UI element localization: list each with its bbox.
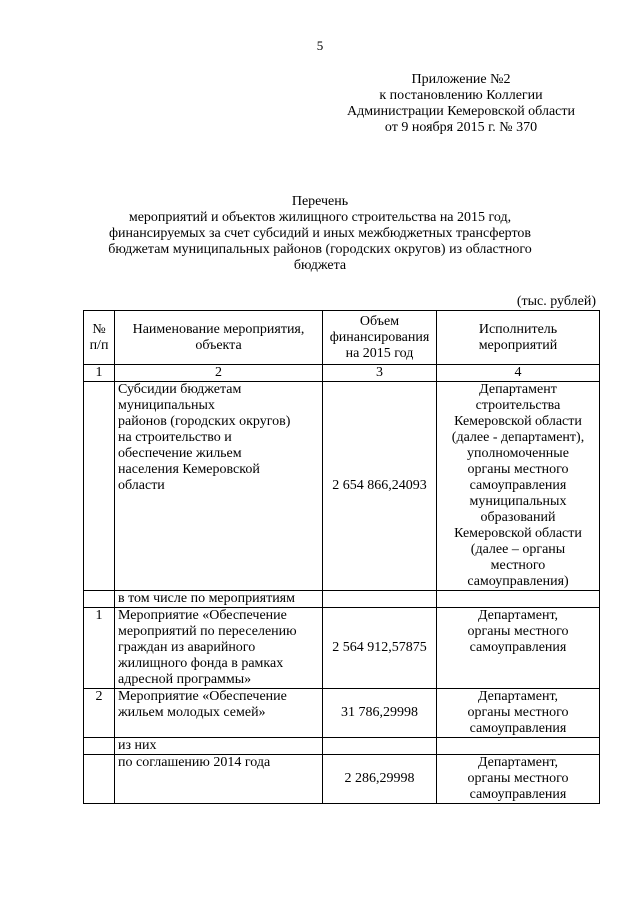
row-name: по соглашению 2014 года <box>115 755 323 804</box>
row-executor <box>437 591 600 608</box>
appendix-line: к постановлению Коллегии <box>379 88 543 103</box>
column-number-row <box>84 365 600 382</box>
table-header-row <box>84 311 600 365</box>
row-executor <box>437 738 600 755</box>
row-name: в том числе по мероприятиям <box>115 591 323 608</box>
title-line: бюджетам муниципальных районов (городских округов) из областного <box>108 242 532 257</box>
document-title <box>90 194 550 274</box>
col-number: 4 <box>437 365 600 382</box>
table-row <box>84 755 600 804</box>
row-num <box>84 755 115 804</box>
units-label: (тыс. рублей) <box>516 294 596 309</box>
table-row <box>84 738 600 755</box>
col-number: 3 <box>323 365 437 382</box>
title-line: мероприятий и объектов жилищного строительства на 2015 год, <box>128 210 512 225</box>
page-number: 5 <box>316 38 324 53</box>
table-row <box>84 689 600 738</box>
col-number: 2 <box>115 365 323 382</box>
row-num: 2 <box>84 689 115 738</box>
row-amount: 2 654 866,24093 <box>323 382 437 591</box>
row-amount: 31 786,29998 <box>323 689 437 738</box>
col-number: 1 <box>84 365 115 382</box>
row-executor: Департамент, органы местного самоуправления <box>437 608 600 689</box>
row-name: Субсидии бюджетам муниципальных районов (городских округов) на строительство и обеспечение жильем населения Кемеровской области <box>115 382 323 591</box>
row-amount: 2 286,29998 <box>323 755 437 804</box>
appendix-header <box>336 72 586 136</box>
row-amount: 2 564 912,57875 <box>323 608 437 689</box>
row-executor: Департамент строительства Кемеровской области (далее - департамент), уполномоченные органы местного самоуправления муниципальных образований Кемеровской области (далее – органы местного самоуправления) <box>437 382 600 591</box>
header-name: Наименование мероприятия, объекта <box>115 311 323 365</box>
row-num <box>84 382 115 591</box>
header-num: № п/п <box>84 311 115 365</box>
funding-table <box>83 310 600 804</box>
row-executor: Департамент, органы местного самоуправления <box>437 689 600 738</box>
title-heading: Перечень <box>291 194 349 209</box>
header-amount: Объем финансирования на 2015 год <box>323 311 437 365</box>
row-num <box>84 591 115 608</box>
table-row <box>84 608 600 689</box>
row-num <box>84 738 115 755</box>
table-row <box>84 591 600 608</box>
appendix-line: Администрации Кемеровской области <box>347 104 575 119</box>
row-name: Мероприятие «Обеспечение мероприятий по переселению граждан из аварийного жилищного фонда в рамках адресной программы» <box>115 608 323 689</box>
row-executor: Департамент, органы местного самоуправления <box>437 755 600 804</box>
row-amount <box>323 591 437 608</box>
row-amount <box>323 738 437 755</box>
appendix-line: Приложение №2 <box>411 72 511 87</box>
row-name: Мероприятие «Обеспечение жильем молодых семей» <box>115 689 323 738</box>
table-row <box>84 382 600 591</box>
row-num: 1 <box>84 608 115 689</box>
title-line: финансируемых за счет субсидий и иных межбюджетных трансфертов <box>108 226 532 241</box>
title-line: бюджета <box>293 258 347 273</box>
header-executor: Исполнитель мероприятий <box>437 311 600 365</box>
row-name: из них <box>115 738 323 755</box>
appendix-line: от 9 ноября 2015 г. № 370 <box>384 120 538 135</box>
